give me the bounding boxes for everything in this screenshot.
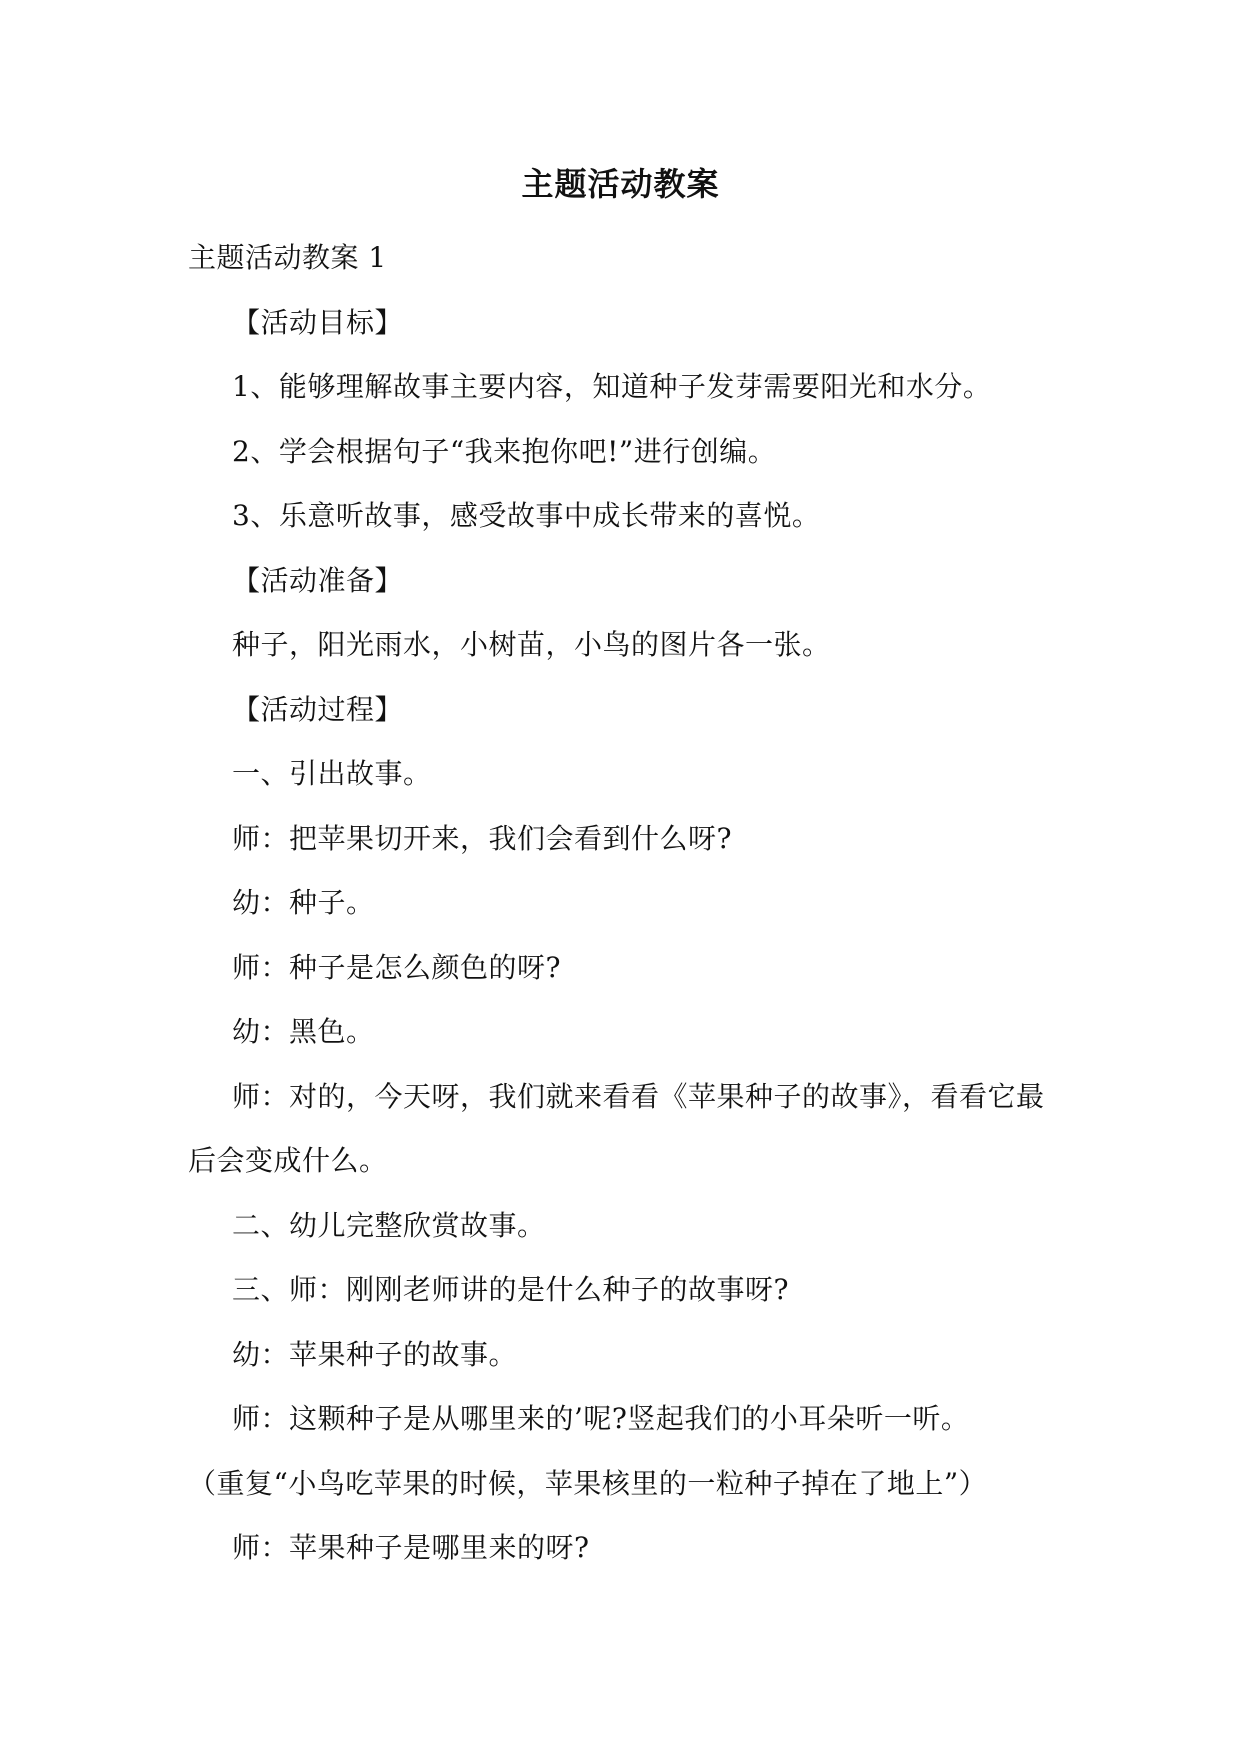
paragraph: 3、乐意听故事，感受故事中成长带来的喜悦。 <box>232 499 821 532</box>
dialogue-line: 师：把苹果切开来，我们会看到什么呀? <box>232 821 733 855</box>
document-title: 主题活动教案 <box>521 165 720 203</box>
paragraph-note: （重复“小鸟吃苹果的时候，苹果核里的一粒种子掉在了地上”） <box>188 1466 988 1500</box>
section-heading-process: 【活动过程】 <box>232 692 404 726</box>
dialogue-line: 师：对的，今天呀，我们就来看看《苹果种子的故事》，看看它最后会变成什么。 <box>188 1079 1045 1177</box>
paragraph: 种子，阳光雨水，小树苗，小鸟的图片各一张。 <box>232 628 831 661</box>
dialogue-line: 师：种子是怎么颜色的呀? <box>232 950 562 984</box>
paragraph: 一、引出故事。 <box>232 757 432 790</box>
paragraph: 2、学会根据句子“我来抱你吧!”进行创编。 <box>232 434 777 468</box>
dialogue-line: 幼：黑色。 <box>232 1015 375 1048</box>
section-heading-preparation: 【活动准备】 <box>232 563 404 597</box>
dialogue-line: 幼：种子。 <box>232 886 375 919</box>
section-heading-goals: 【活动目标】 <box>232 305 404 339</box>
dialogue-line: 师：苹果种子是哪里来的呀? <box>232 1531 590 1564</box>
paragraph: 1、能够理解故事主要内容，知道种子发芽需要阳光和水分。 <box>232 370 992 403</box>
dialogue-line: 师：这颗种子是从哪里来的’呢?竖起我们的小耳朵听一听。 <box>232 1402 970 1435</box>
dialogue-line: 三、师：刚刚老师讲的是什么种子的故事呀? <box>232 1273 790 1306</box>
paragraph: 二、幼儿完整欣赏故事。 <box>232 1208 546 1242</box>
dialogue-line: 幼：苹果种子的故事。 <box>232 1337 518 1371</box>
document-body <box>188 226 1068 1581</box>
paragraph-heading: 主题活动教案 1 <box>188 241 387 274</box>
